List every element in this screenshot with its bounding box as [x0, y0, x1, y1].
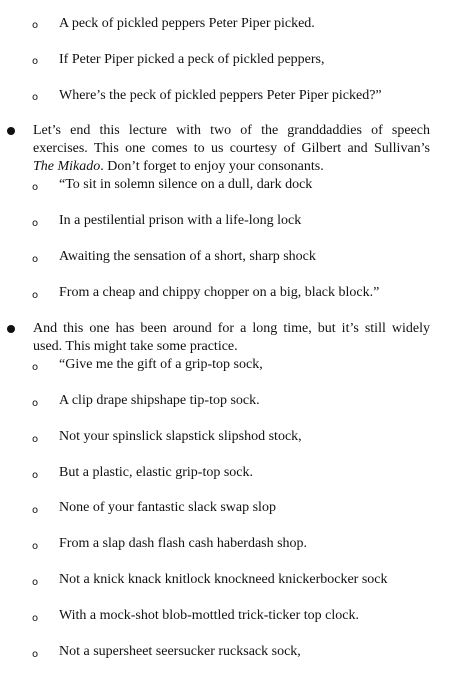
- hollow-bullet-icon: o: [32, 470, 39, 481]
- list-item-text: In a pestilential prison with a life-long lock: [59, 213, 302, 228]
- paragraph-line: used. This might take some practice.: [33, 339, 238, 354]
- paragraph-mikado-intro: [33, 122, 430, 176]
- list-item-text: From a slap dash flash cash haberdash shop.: [59, 536, 308, 551]
- list-item-text: A clip drape shipshape tip-top sock.: [59, 393, 260, 408]
- hollow-bullet-icon: o: [32, 434, 39, 445]
- hollow-bullet-icon: o: [32, 398, 39, 409]
- list-item-text: A peck of pickled peppers Peter Piper picked.: [59, 16, 315, 31]
- list-item-text: Where’s the peck of pickled peppers Peter Piper picked?”: [59, 88, 382, 103]
- list-item-text: Not a supersheet seersucker rucksack sock,: [59, 644, 301, 659]
- hollow-bullet-icon: o: [32, 613, 39, 624]
- list-item-text: With a mock-shot blob-mottled trick-ticker top clock.: [59, 608, 359, 623]
- hollow-bullet-icon: o: [32, 290, 39, 301]
- filled-bullet-icon: [7, 127, 15, 135]
- list-item-text: Awaiting the sensation of a short, sharp shock: [59, 249, 316, 264]
- hollow-bullet-icon: o: [32, 505, 39, 516]
- list-item-text: None of your fantastic slack swap slop: [59, 500, 276, 515]
- hollow-bullet-icon: o: [32, 254, 39, 265]
- book-title: The Mikado: [33, 159, 101, 174]
- list-item-text: “Give me the gift of a grip-top sock,: [59, 357, 263, 372]
- paragraph-sock-intro: [33, 320, 430, 356]
- list-item-text: If Peter Piper picked a peck of pickled peppers,: [59, 52, 325, 67]
- paragraph-line: And this one has been around for a long time, but it’s still widely: [33, 321, 430, 336]
- list-item-text: “To sit in solemn silence on a dull, dark dock: [59, 177, 313, 192]
- filled-bullet-icon: [7, 325, 15, 333]
- paragraph-line: Let’s end this lecture with two of the granddaddies of speech: [33, 123, 430, 138]
- hollow-bullet-icon: o: [32, 541, 39, 552]
- hollow-bullet-icon: o: [32, 577, 39, 588]
- paragraph-line: exercises. This one comes to us courtesy of Gilbert and Sullivan’s: [33, 141, 430, 156]
- paragraph-line-rest: . Don’t forget to enjoy your consonants.: [100, 159, 324, 174]
- hollow-bullet-icon: o: [32, 649, 39, 660]
- list-item-text: Not your spinslick slapstick slipshod stock,: [59, 429, 302, 444]
- hollow-bullet-icon: o: [32, 92, 39, 103]
- hollow-bullet-icon: o: [32, 218, 39, 229]
- paragraph-line: [33, 158, 430, 176]
- list-item-text: But a plastic, elastic grip-top sock.: [59, 465, 254, 480]
- hollow-bullet-icon: o: [32, 362, 39, 373]
- hollow-bullet-icon: o: [32, 56, 39, 67]
- hollow-bullet-icon: o: [32, 182, 39, 193]
- hollow-bullet-icon: o: [32, 20, 39, 31]
- list-item-text: From a cheap and chippy chopper on a big, black block.”: [59, 285, 380, 300]
- list-item-text: Not a knick knack knitlock knockneed knickerbocker sock: [59, 572, 388, 587]
